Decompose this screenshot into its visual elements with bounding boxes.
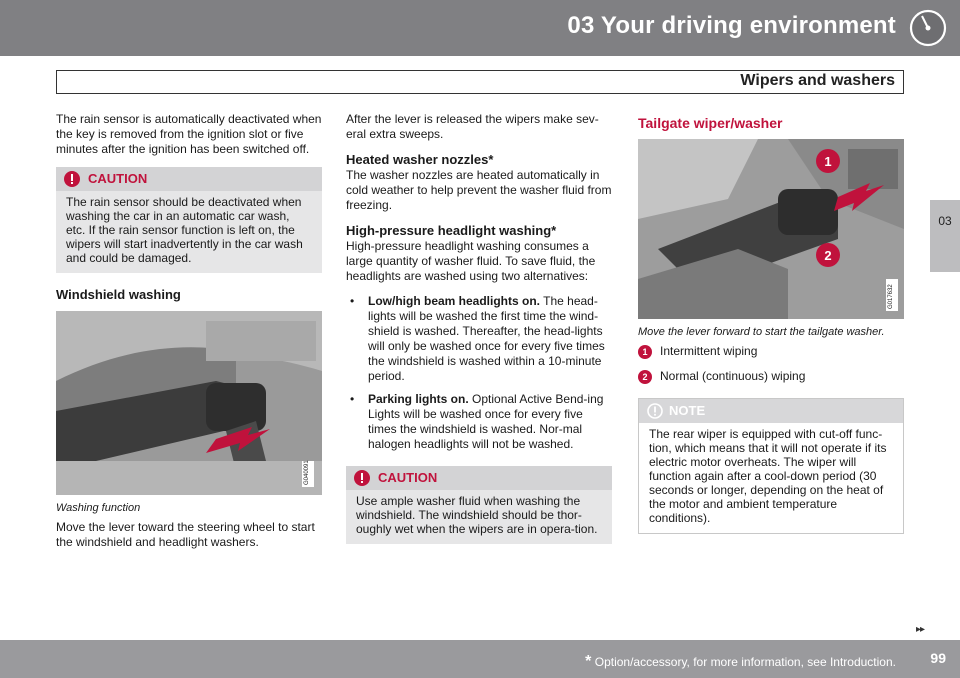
heated-nozzles-text: The washer nozzles are heated automatically in cold weather to help prevent the washer fluid from freezing. — [346, 168, 612, 212]
caution-text: The rain sensor should be deactivated when washing the car in an automatic car wash, etc. If the rain sensor function is left on, the wipers will start inadvertently in the car wash and could be damaged. — [66, 195, 303, 265]
tailgate-caption: Move the lever forward to start the tailgate washer. — [638, 326, 885, 338]
list-item: • Parking lights on. Optional Active Bend-ing Lights will be washed once for every five times the windshield is washed. Nor-mal halogen headlights will not be washed. — [350, 392, 604, 451]
headlight-washing-list — [346, 294, 612, 452]
section-header — [56, 70, 904, 94]
heated-nozzles-heading: Heated washer nozzles* — [346, 152, 494, 167]
legend-text: Intermittent wiping — [660, 344, 758, 358]
caution-text: Use ample washer fluid when washing the windshield. The windshield should be thor-oughly wet when the wipers are in opera-tion. — [356, 494, 598, 536]
windshield-washing-heading: Windshield washing — [56, 287, 181, 302]
callout-2: 2 — [824, 248, 832, 263]
footer-star: * — [585, 653, 592, 670]
legend-text: Normal (continuous) wiping — [660, 369, 806, 383]
note-title: NOTE — [669, 403, 706, 418]
side-tab-label: 03 — [938, 214, 952, 228]
note-alert-icon — [647, 403, 663, 419]
column-right — [638, 112, 904, 534]
footer-note-text: Option/accessory, for more information, see Introduction. — [591, 655, 896, 669]
headlight-washing-text: High-pressure headlight washing consumes a large quantity of washer fluid. To save fluid, the headlights are washed using two alternatives: — [346, 239, 596, 283]
legend-number: 1 — [638, 345, 652, 359]
bullet-bold: Low/high beam headlights on. — [368, 294, 541, 308]
chapter-title: 03 Your driving environment — [567, 12, 896, 39]
caution-box — [56, 167, 322, 273]
washing-image-code: G040091 — [304, 460, 310, 485]
caution-header — [346, 466, 612, 490]
caution-header — [56, 167, 322, 191]
bullet-bold: Parking lights on. — [368, 392, 469, 406]
washing-function-image — [56, 311, 322, 495]
washing-function-caption: Washing function — [56, 502, 141, 514]
tailgate-lever-image — [638, 139, 904, 319]
next-page-arrows[interactable]: ▸▸ — [915, 624, 924, 635]
section-title: Wipers and washers — [740, 72, 895, 89]
note-box — [638, 398, 904, 534]
caution-alert-icon — [354, 470, 370, 486]
list-item: • Low/high beam headlights on. The head-lights will be washed the first time the wind-shield is washed. Thereafter, the head-lights will only be washed once for every five times the windshield is washed within a 10-minute period. — [350, 294, 605, 383]
tailgate-image-code: G017632 — [888, 284, 894, 309]
footer-bar — [0, 640, 960, 678]
chapter-side-tab[interactable] — [930, 200, 960, 272]
caution-title: CAUTION — [88, 171, 148, 186]
washing-lever-illustration — [56, 311, 322, 495]
headlight-washing-heading: High-pressure headlight washing* — [346, 223, 557, 238]
footer-note — [585, 653, 896, 671]
caution-alert-icon — [64, 171, 80, 187]
caution-title: CAUTION — [378, 470, 438, 485]
callout-1: 1 — [824, 154, 832, 169]
caution-box — [346, 466, 612, 544]
note-text: The rear wiper is equipped with cut-off func-tion, which means that it will not operate if its electric motor overheats. The wiper will function again after a cool-down period (30 seconds or longer, depending on the heat of the motor and ambient temperature conditions). — [649, 427, 887, 525]
tailgate-lever-illustration — [638, 139, 904, 319]
after-release-text: After the lever is released the wipers make sev-eral extra sweeps. — [346, 112, 599, 141]
bullet-text: The head-lights will be washed the first time the wind-shield is washed. Thereafter, the head-lights will only be washed once for every five times the windshield is washed within a 10-minute period. — [368, 294, 605, 383]
speedometer-icon — [908, 8, 948, 48]
page-number: 99 — [930, 650, 946, 666]
chapter-header-bar — [0, 0, 960, 56]
tailgate-heading: Tailgate wiper/washer — [638, 115, 783, 131]
legend-item — [638, 369, 904, 384]
legend-number: 2 — [638, 370, 652, 384]
rain-sensor-intro: The rain sensor is automatically deactivated when the key is removed from the ignition slot or five minutes after the ignition has been switched off. — [56, 112, 322, 156]
note-header — [639, 399, 903, 423]
legend-item — [638, 344, 904, 359]
column-left — [56, 112, 322, 560]
bullet-text: Optional Active Bend-ing Lights will be washed once for every five times the windshield is washed. Nor-mal halogen headlights will not be washed. — [368, 392, 604, 451]
column-middle — [346, 112, 612, 556]
windshield-washing-body: Move the lever toward the steering wheel to start the windshield and headlight washers. — [56, 520, 315, 549]
